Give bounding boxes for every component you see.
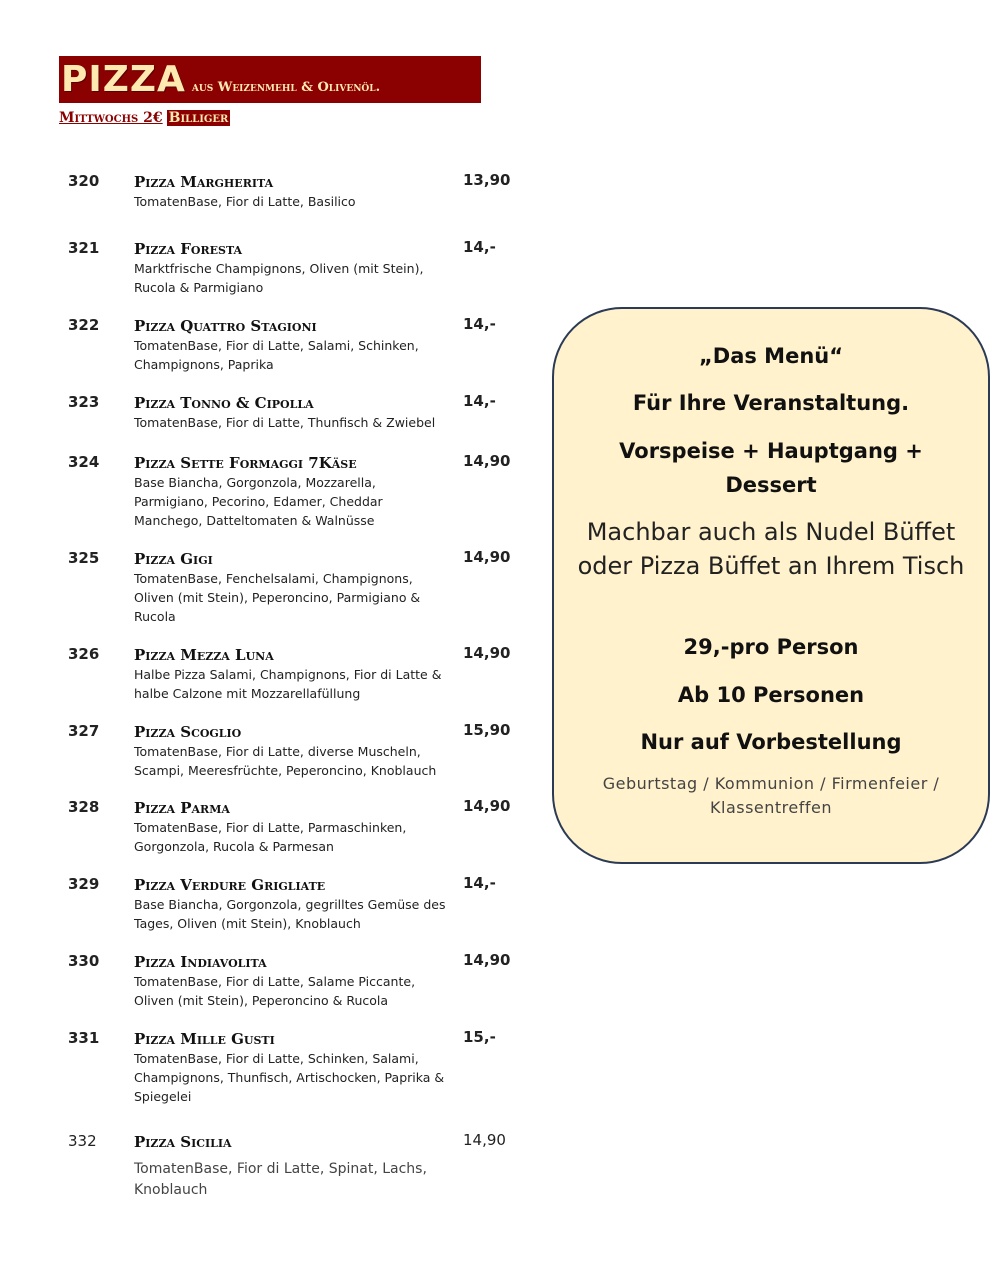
item-number: 330 xyxy=(68,952,100,970)
item-number: 321 xyxy=(68,239,100,257)
wednesday-offer-day: Mittwochs 2€ xyxy=(59,110,163,126)
item-number: 332 xyxy=(68,1132,97,1150)
item-price: 14,- xyxy=(463,315,496,333)
item-name: Pizza Parma xyxy=(134,799,230,817)
item-description: TomatenBase, Fior di Latte, diverse Muscheln, Scampi, Meeresfrüchte, Peperoncino, Knoblauch xyxy=(134,744,437,778)
item-number: 323 xyxy=(68,393,100,411)
item-price: 14,90 xyxy=(463,1131,506,1149)
item-price: 14,90 xyxy=(463,797,511,815)
item-number: 331 xyxy=(68,1029,100,1047)
item-price: 14,90 xyxy=(463,452,511,470)
item-description: Base Biancha, Gorgonzola, gegrilltes Gemüse des Tages, Oliven (mit Stein), Knoblauch xyxy=(134,897,446,931)
item-price: 14,90 xyxy=(463,644,511,662)
item-name: Pizza Gigi xyxy=(134,550,213,568)
item-name: Pizza Sicilia xyxy=(134,1133,232,1151)
item-description: Marktfrische Champignons, Oliven (mit Stein), Rucola & Parmigiano xyxy=(134,261,424,295)
item-name: Pizza Quattro Stagioni xyxy=(134,317,317,335)
item-name: Pizza Verdure Grigliate xyxy=(134,876,326,894)
item-number: 325 xyxy=(68,549,100,567)
item-price: 15,- xyxy=(463,1028,496,1046)
item-price: 14,- xyxy=(463,874,496,892)
wednesday-offer-label: Billiger xyxy=(168,110,229,126)
promo-menu-title: „Das Menü“ xyxy=(698,344,844,368)
item-name: Pizza Margherita xyxy=(134,173,274,191)
item-description: TomatenBase, Fenchelsalami, Champignons, Oliven (mit Stein), Peperoncino, Parmigiano & Rucola xyxy=(134,571,421,624)
item-price: 14,- xyxy=(463,392,496,410)
item-name: Pizza Mezza Luna xyxy=(134,646,274,664)
item-name: Pizza Sette Formaggi 7Käse xyxy=(134,454,357,472)
menu-title: PIZZA xyxy=(61,59,186,100)
item-description: TomatenBase, Fior di Latte, Thunfisch & Zwiebel xyxy=(134,415,436,430)
item-description: TomatenBase, Fior di Latte, Basilico xyxy=(134,194,356,209)
item-name: Pizza Foresta xyxy=(134,240,243,258)
item-number: 324 xyxy=(68,453,100,471)
promo-price: 29,-pro Person xyxy=(683,635,859,659)
wednesday-offer xyxy=(59,108,230,128)
item-number: 327 xyxy=(68,722,100,740)
item-number: 326 xyxy=(68,645,100,663)
item-price: 14,90 xyxy=(463,548,511,566)
item-description: Halbe Pizza Salami, Champignons, Fior di Latte & halbe Calzone mit Mozzarellafüllung xyxy=(134,667,442,701)
event-menu-promo-box xyxy=(552,307,990,864)
item-price: 14,90 xyxy=(463,951,511,969)
item-description: TomatenBase, Fior di Latte, Spinat, Lachs, Knoblauch xyxy=(134,1161,427,1198)
item-price: 13,90 xyxy=(463,171,511,189)
item-number: 320 xyxy=(68,172,100,190)
promo-preorder: Nur auf Vorbestellung xyxy=(640,730,902,754)
promo-occasions: Geburtstag / Kommunion / Firmenfeier / Klassentreffen xyxy=(602,774,940,817)
menu-subtitle: aus Weizenmehl & Olivenöl. xyxy=(191,80,381,95)
item-description: Base Biancha, Gorgonzola, Mozzarella, Parmigiano, Pecorino, Edamer, Cheddar Manchego, Datteltomaten & Walnüsse xyxy=(134,475,383,528)
item-description: TomatenBase, Fior di Latte, Schinken, Salami, Champignons, Thunfisch, Artischocken, Paprika & Spiegelei xyxy=(134,1051,445,1104)
item-price: 15,90 xyxy=(463,721,511,739)
item-description: TomatenBase, Fior di Latte, Parmaschinken, Gorgonzola, Rucola & Parmesan xyxy=(134,820,407,854)
item-description: TomatenBase, Fior di Latte, Salami, Schinken, Champignons, Paprika xyxy=(134,338,419,372)
menu-header-banner xyxy=(59,56,481,103)
item-number: 329 xyxy=(68,875,100,893)
promo-event-line: Für Ihre Veranstaltung. xyxy=(632,391,910,415)
promo-min-people: Ab 10 Personen xyxy=(677,683,865,707)
promo-buffet-option: Machbar auch als Nudel Büffet oder Pizza Büffet an Ihrem Tisch xyxy=(577,518,965,580)
item-name: Pizza Mille Gusti xyxy=(134,1030,275,1048)
item-description: TomatenBase, Fior di Latte, Salame Piccante, Oliven (mit Stein), Peperoncino & Rucola xyxy=(134,974,416,1008)
item-name: Pizza Indiavolita xyxy=(134,953,267,971)
item-number: 328 xyxy=(68,798,100,816)
item-name: Pizza Tonno & Cipolla xyxy=(134,394,314,412)
item-number: 322 xyxy=(68,316,100,334)
item-price: 14,- xyxy=(463,238,496,256)
promo-courses: Vorspeise + Hauptgang + Dessert xyxy=(619,439,923,497)
item-name: Pizza Scoglio xyxy=(134,723,242,741)
